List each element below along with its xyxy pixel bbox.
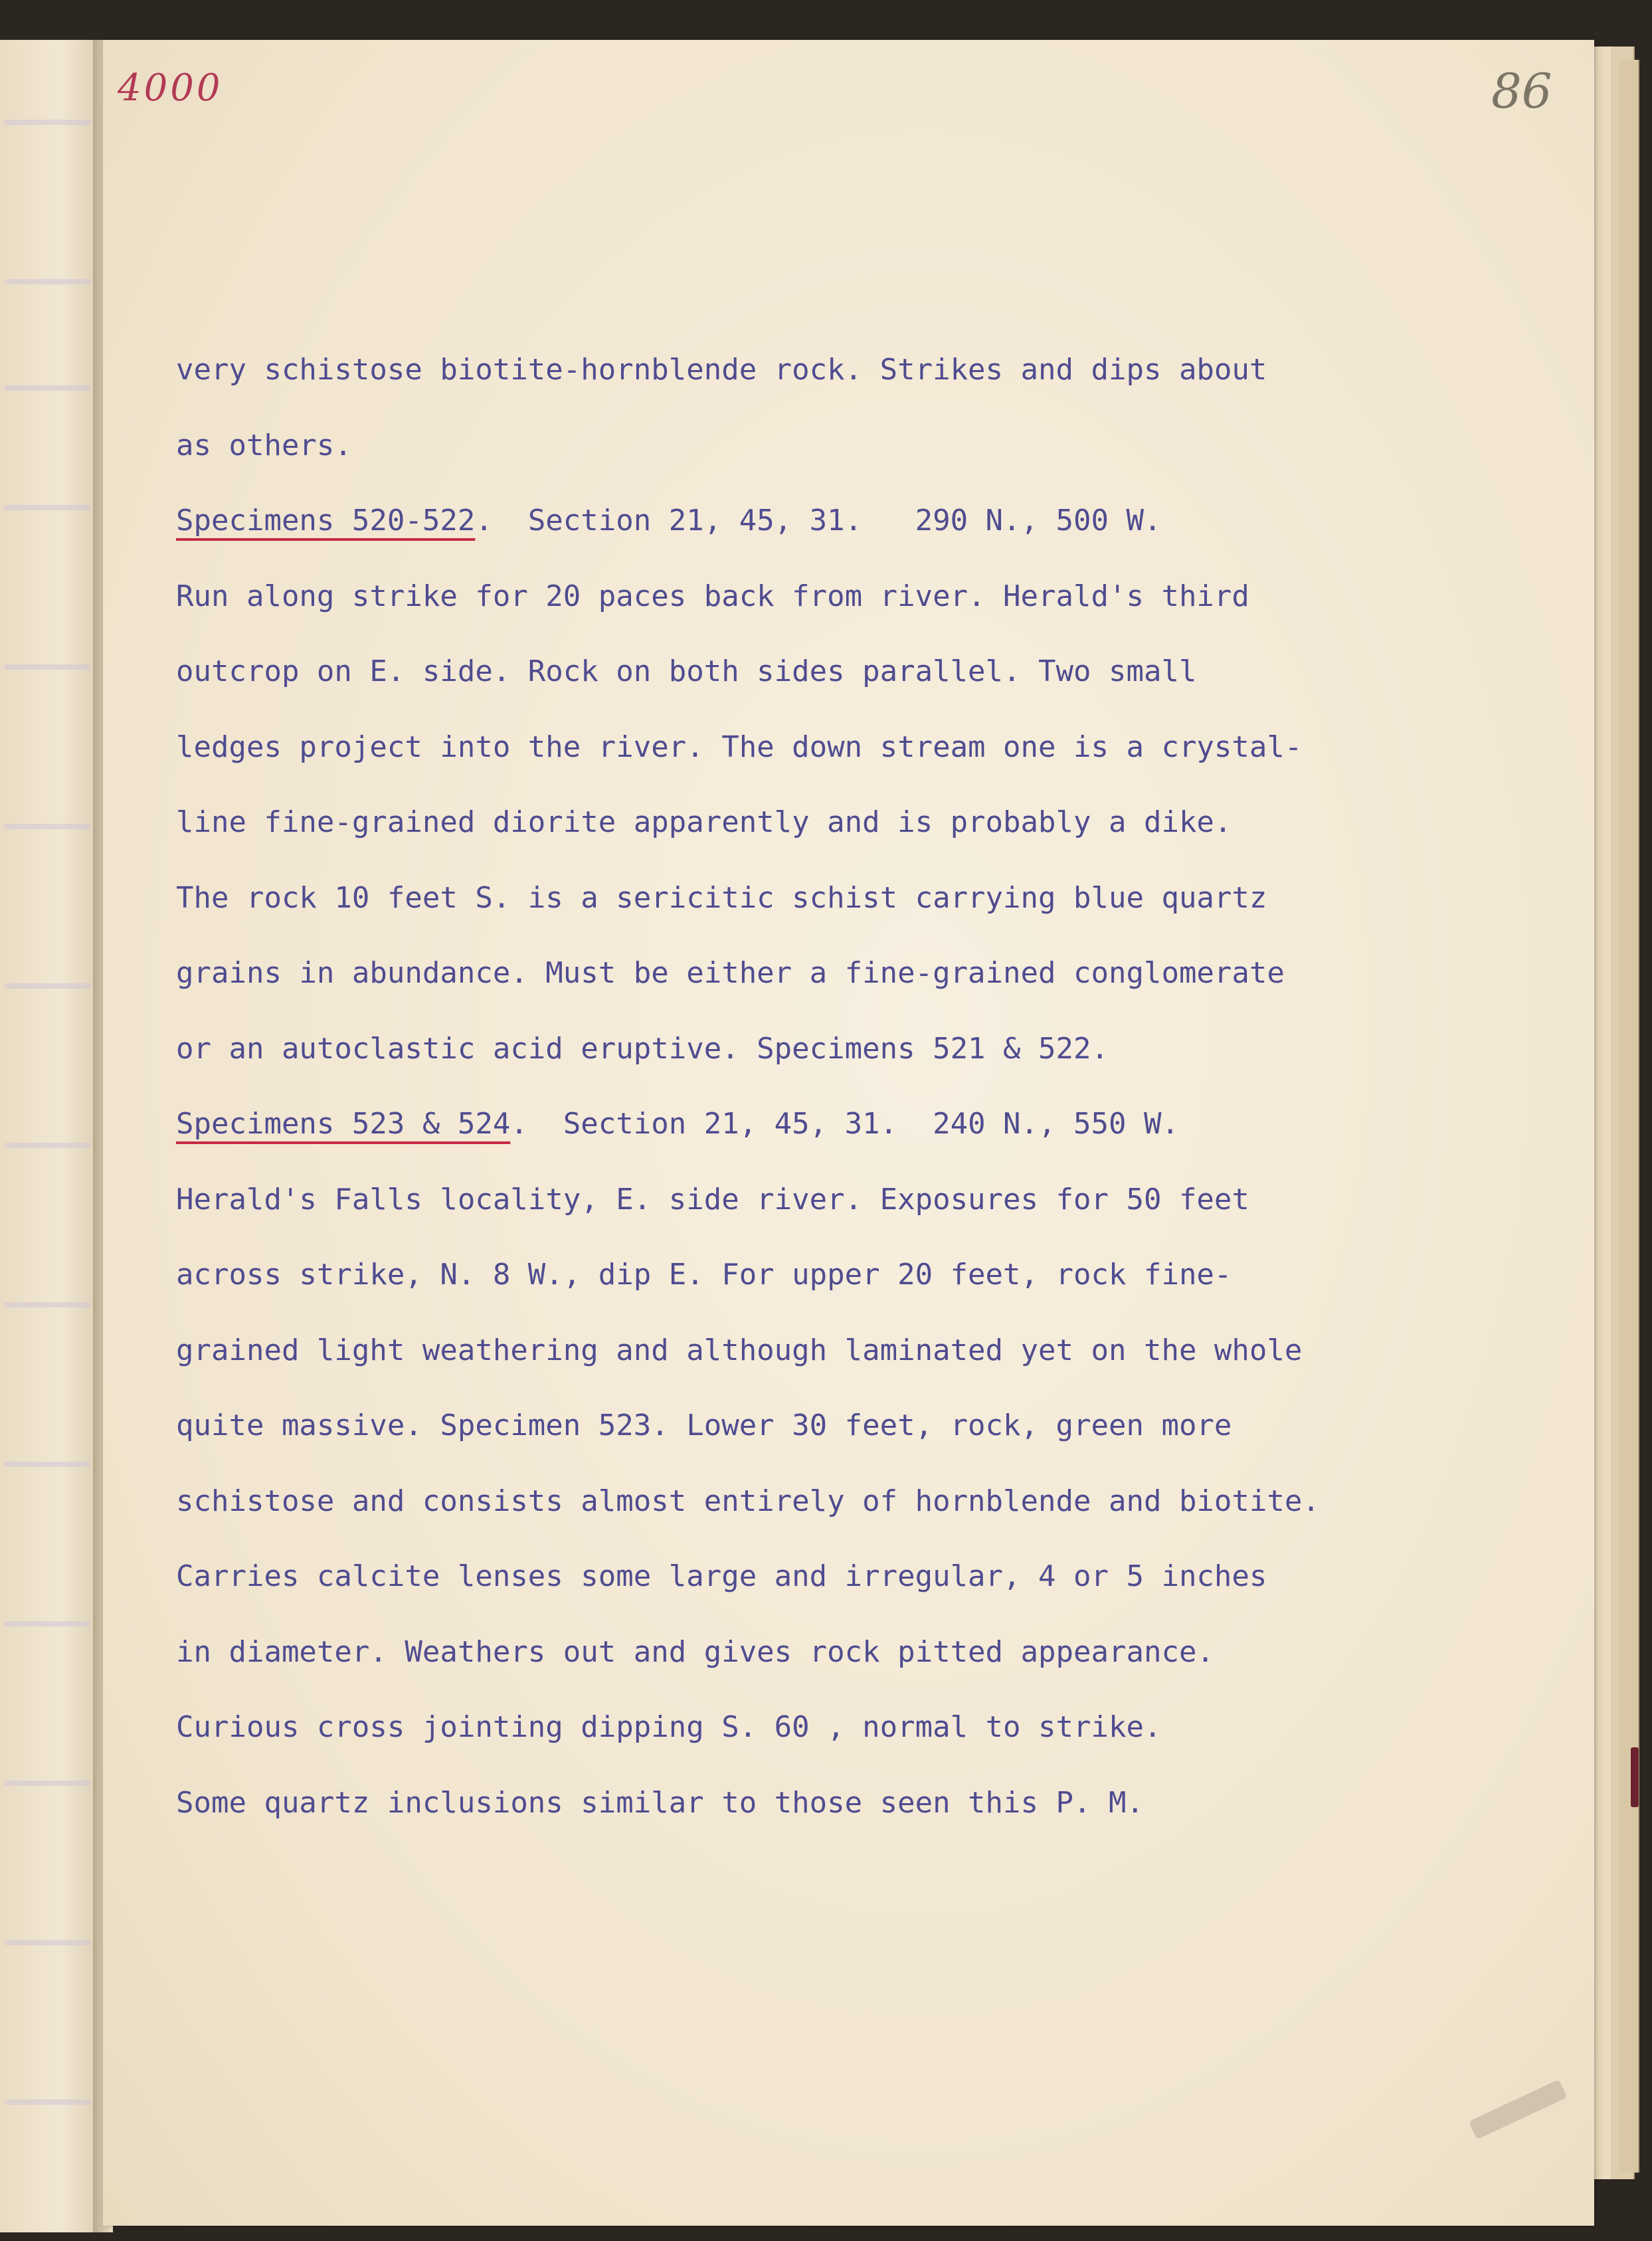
line-text: quite massive. Specimen 523. Lower 30 feet, rock, green more xyxy=(176,1409,1232,1442)
text-line xyxy=(176,483,1584,559)
line-text: ledges project into the river. The down stream one is a crystal- xyxy=(176,730,1303,764)
text-line xyxy=(176,860,1584,936)
line-text: grains in abundance. Must be either a fine-grained conglomerate xyxy=(176,956,1285,990)
text-line xyxy=(176,1388,1584,1464)
text-line xyxy=(176,710,1584,785)
page-scuff xyxy=(1469,2080,1568,2140)
page-number: 86 xyxy=(1491,63,1552,119)
notebook-page xyxy=(103,40,1594,2226)
catalog-number: 4000 xyxy=(118,66,223,110)
specimen-heading: Specimens 523 & 524 xyxy=(176,1107,511,1141)
line-text: line fine-grained diorite apparently and is probably a dike. xyxy=(176,805,1232,839)
line-text: Curious cross jointing dipping S. 60 , normal to strike. xyxy=(176,1710,1162,1744)
text-line xyxy=(176,1539,1584,1614)
line-text: Run along strike for 20 paces back from river. Herald's third xyxy=(176,579,1249,613)
text-line xyxy=(176,634,1584,710)
line-text: across strike, N. 8 W., dip E. For upper 20 feet, rock fine- xyxy=(176,1258,1232,1292)
line-text: . Section 21, 45, 31. 290 N., 500 W. xyxy=(475,504,1162,537)
facing-page-edge xyxy=(0,40,101,2232)
specimen-heading: Specimens 520-522 xyxy=(176,504,476,537)
line-text: . Section 21, 45, 31. 240 N., 550 W. xyxy=(510,1107,1179,1141)
text-line xyxy=(176,1313,1584,1389)
page-tab-marker xyxy=(1631,1747,1639,1807)
text-line xyxy=(176,1086,1584,1162)
line-text: grained light weathering and although laminated yet on the whole xyxy=(176,1333,1303,1367)
text-line xyxy=(176,1237,1584,1313)
text-line xyxy=(176,1765,1584,1841)
line-text: The rock 10 feet S. is a sericitic schist carrying blue quartz xyxy=(176,880,1267,915)
text-line xyxy=(176,559,1584,634)
line-text: very schistose biotite-hornblende rock. Strikes and dips about xyxy=(176,353,1267,387)
text-line xyxy=(176,1162,1584,1238)
line-text: or an autoclastic acid eruptive. Specimens 521 & 522. xyxy=(176,1031,1109,1066)
line-text: as others. xyxy=(176,428,352,462)
text-line xyxy=(176,408,1584,484)
line-text: Some quartz inclusions similar to those seen this P. M. xyxy=(176,1785,1144,1820)
text-line xyxy=(176,785,1584,860)
line-text: Herald's Falls locality, E. side river. Exposures for 50 feet xyxy=(176,1182,1249,1217)
text-line xyxy=(176,1690,1584,1765)
text-line xyxy=(176,1464,1584,1539)
text-line xyxy=(176,1614,1584,1690)
text-line xyxy=(176,935,1584,1011)
typed-field-notes xyxy=(176,332,1584,1840)
line-text: Carries calcite lenses some large and irregular, 4 or 5 inches xyxy=(176,1559,1267,1593)
text-line xyxy=(176,1011,1584,1087)
line-text: in diameter. Weathers out and gives rock pitted appearance. xyxy=(176,1634,1214,1669)
text-line xyxy=(176,332,1584,408)
line-text: schistose and consists almost entirely of hornblende and biotite. xyxy=(176,1484,1320,1518)
line-text: outcrop on E. side. Rock on both sides parallel. Two small xyxy=(176,654,1197,688)
